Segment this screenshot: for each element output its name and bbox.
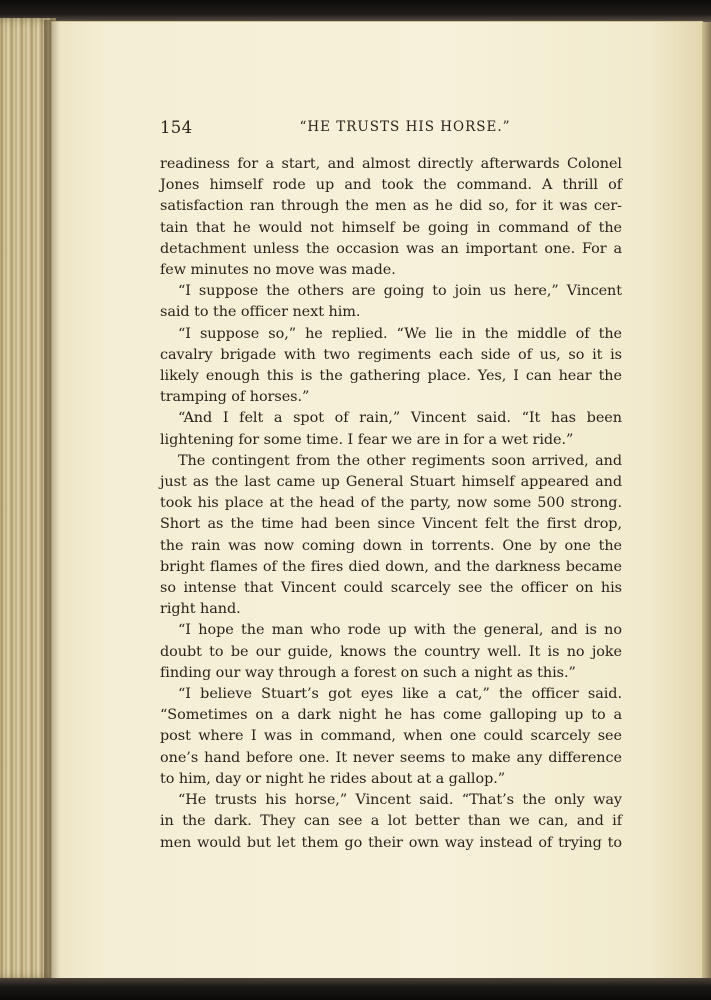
- text-line: The contingent from the other regiments soon arrived, and: [178, 452, 622, 469]
- text-line: “I hope the man who rode up with the general, and is no: [178, 622, 622, 639]
- running-title: “HE TRUSTS HIS HORSE.”: [299, 119, 511, 135]
- text-line: bright flames of the fires died down, and the darkness became: [160, 558, 622, 575]
- text-line: Short as the time had been since Vincent felt the first drop,: [160, 516, 622, 533]
- scan-top-edge: [0, 0, 711, 22]
- page-number: 154: [160, 118, 193, 137]
- text-line: finding our way through a forest on such a night as this.”: [160, 664, 576, 681]
- gutter-shadow: [44, 20, 60, 978]
- text-line: doubt to be our guide, knows the country well. It is no joke: [160, 643, 622, 660]
- text-line: tain that he would not himself be going in command of the: [160, 219, 622, 236]
- text-line: to him, day or night he rides about at a gallop.”: [160, 770, 506, 787]
- text-line: cavalry brigade with two regiments each side of us, so it is: [160, 346, 622, 363]
- text-line: “And I felt a spot of rain,” Vincent said. “It has been: [178, 410, 622, 427]
- text-line: “I suppose the others are going to join us here,” Vincent: [178, 283, 622, 300]
- text-line: right hand.: [160, 601, 241, 618]
- text-line: in the dark. They can see a lot better than we can, and if: [160, 813, 622, 830]
- text-line: post where I was in command, when one could scarcely see: [160, 728, 622, 745]
- text-line: lightening for some time. I fear we are in for a wet ride.”: [160, 431, 574, 448]
- scan-bottom-edge: [0, 978, 711, 1000]
- text-line: detachment unless the occasion was an important one. For a: [160, 240, 622, 257]
- text-line: satisfaction ran through the men as he did so, for it was cer-: [160, 198, 622, 215]
- text-line: tramping of horses.”: [160, 389, 310, 406]
- text-line: few minutes no move was made.: [160, 262, 396, 279]
- text-line: readiness for a start, and almost directly afterwards Colonel: [160, 156, 622, 172]
- text-line: men would but let them go their own way instead of trying to: [160, 834, 622, 851]
- body-text: [160, 154, 622, 854]
- text-line: just as the last came up General Stuart himself appeared and: [160, 474, 622, 491]
- text-line: one’s hand before one. It never seems to make any difference: [160, 749, 622, 766]
- text-line: took his place at the head of the party, now some 500 strong.: [160, 495, 622, 512]
- text-line: Jones himself rode up and took the command. A thrill of: [160, 177, 622, 194]
- text-line: said to the officer next him.: [160, 304, 361, 321]
- text-line: likely enough this is the gathering place. Yes, I can hear the: [160, 368, 622, 385]
- text-line: the rain was now coming down in torrents. One by one the: [160, 537, 622, 554]
- text-line: so intense that Vincent could scarcely see the officer on his: [160, 580, 622, 597]
- text-line: “I believe Stuart’s got eyes like a cat,” the officer said.: [178, 686, 622, 703]
- page-right-edge: [702, 22, 711, 978]
- text-line: “He trusts his horse,” Vincent said. “That’s the only way: [178, 792, 622, 809]
- page-header: [160, 118, 622, 142]
- text-line: “Sometimes on a dark night he has come galloping up to a: [160, 707, 622, 724]
- text-line: “I suppose so,” he replied. “We lie in the middle of the: [178, 325, 622, 342]
